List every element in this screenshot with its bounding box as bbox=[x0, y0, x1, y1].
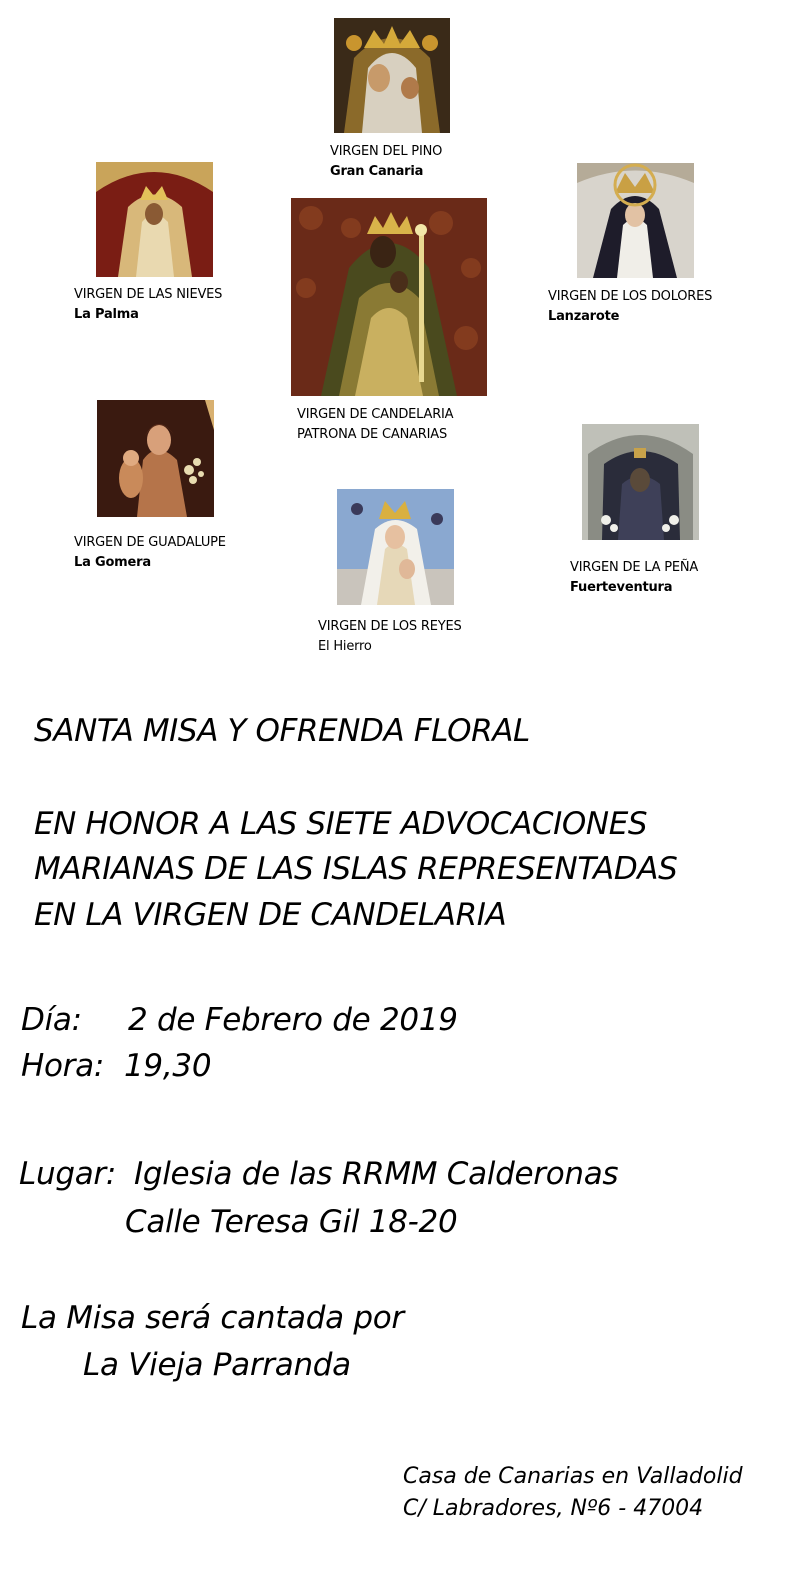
virgen-de-candelaria-place: PATRONA DE CANARIAS bbox=[297, 427, 448, 442]
virgen-de-los-reyes-caption bbox=[318, 617, 462, 657]
virgen-de-los-dolores-name: VIRGEN DE LOS DOLORES bbox=[548, 289, 713, 304]
honor-line-1: EN HONOR A LAS SIETE ADVOCACIONES bbox=[34, 806, 648, 842]
virgen-del-pino-place: Gran Canaria bbox=[330, 164, 424, 179]
day-value: 2 de Febrero de 2019 bbox=[128, 1002, 458, 1038]
hour-label: Hora: bbox=[21, 1048, 104, 1084]
mass-line-1: La Misa será cantada por bbox=[21, 1300, 404, 1336]
place-line-2: Calle Teresa Gil 18-20 bbox=[125, 1204, 458, 1240]
virgen-de-los-dolores-icon bbox=[577, 163, 694, 278]
virgen-de-guadalupe-place: La Gomera bbox=[74, 555, 151, 570]
footer-organization: Casa de Canarias en Valladolid bbox=[403, 1464, 743, 1489]
virgen-del-pino-image bbox=[334, 18, 450, 133]
virgen-de-la-pena-name: VIRGEN DE LA PEÑA bbox=[570, 560, 699, 575]
virgen-de-guadalupe-name: VIRGEN DE GUADALUPE bbox=[74, 535, 226, 550]
virgen-de-las-nieves-place: La Palma bbox=[74, 307, 139, 322]
place-label: Lugar: bbox=[19, 1156, 116, 1192]
virgen-de-candelaria-icon bbox=[291, 198, 487, 396]
virgen-de-los-reyes-image bbox=[337, 489, 454, 605]
virgen-de-los-reyes-icon bbox=[337, 489, 454, 605]
day-label: Día: bbox=[21, 1002, 82, 1038]
event-title: SANTA MISA Y OFRENDA FLORAL bbox=[34, 713, 530, 749]
virgen-de-candelaria-caption bbox=[297, 405, 453, 445]
place-line-1: Iglesia de las RRMM Calderonas bbox=[134, 1156, 619, 1192]
virgen-de-guadalupe-icon bbox=[97, 400, 214, 517]
virgen-de-candelaria-image bbox=[291, 198, 487, 396]
honor-line-2: MARIANAS DE LAS ISLAS REPRESENTADAS bbox=[34, 851, 678, 887]
virgen-del-pino-name: VIRGEN DEL PINO bbox=[330, 144, 443, 159]
virgen-de-los-dolores-image bbox=[577, 163, 694, 278]
hour-value: 19,30 bbox=[124, 1048, 212, 1084]
virgen-de-candelaria-name: VIRGEN DE CANDELARIA bbox=[297, 407, 454, 422]
virgen-de-las-nieves-icon bbox=[96, 162, 213, 277]
virgen-de-la-pena-caption bbox=[570, 558, 698, 598]
virgen-de-los-dolores-place: Lanzarote bbox=[548, 309, 620, 324]
virgen-de-los-reyes-place: El Hierro bbox=[318, 639, 372, 654]
honor-line-3: EN LA VIRGEN DE CANDELARIA bbox=[34, 897, 507, 933]
virgen-de-las-nieves-caption bbox=[74, 285, 222, 325]
virgen-de-la-pena-icon bbox=[582, 424, 699, 540]
footer-address: C/ Labradores, Nº6 - 47004 bbox=[403, 1496, 704, 1521]
virgen-de-guadalupe-caption bbox=[74, 533, 226, 573]
virgen-del-pino-icon bbox=[334, 18, 450, 133]
virgen-de-las-nieves-name: VIRGEN DE LAS NIEVES bbox=[74, 287, 223, 302]
mass-line-2: La Vieja Parranda bbox=[83, 1347, 351, 1383]
virgen-del-pino-caption bbox=[330, 142, 442, 182]
virgen-de-guadalupe-image bbox=[97, 400, 214, 517]
virgen-de-la-pena-image bbox=[582, 424, 699, 540]
virgen-de-las-nieves-image bbox=[96, 162, 213, 277]
virgen-de-los-dolores-caption bbox=[548, 287, 712, 327]
virgen-de-la-pena-place: Fuerteventura bbox=[570, 580, 673, 595]
virgen-de-los-reyes-name: VIRGEN DE LOS REYES bbox=[318, 619, 462, 634]
